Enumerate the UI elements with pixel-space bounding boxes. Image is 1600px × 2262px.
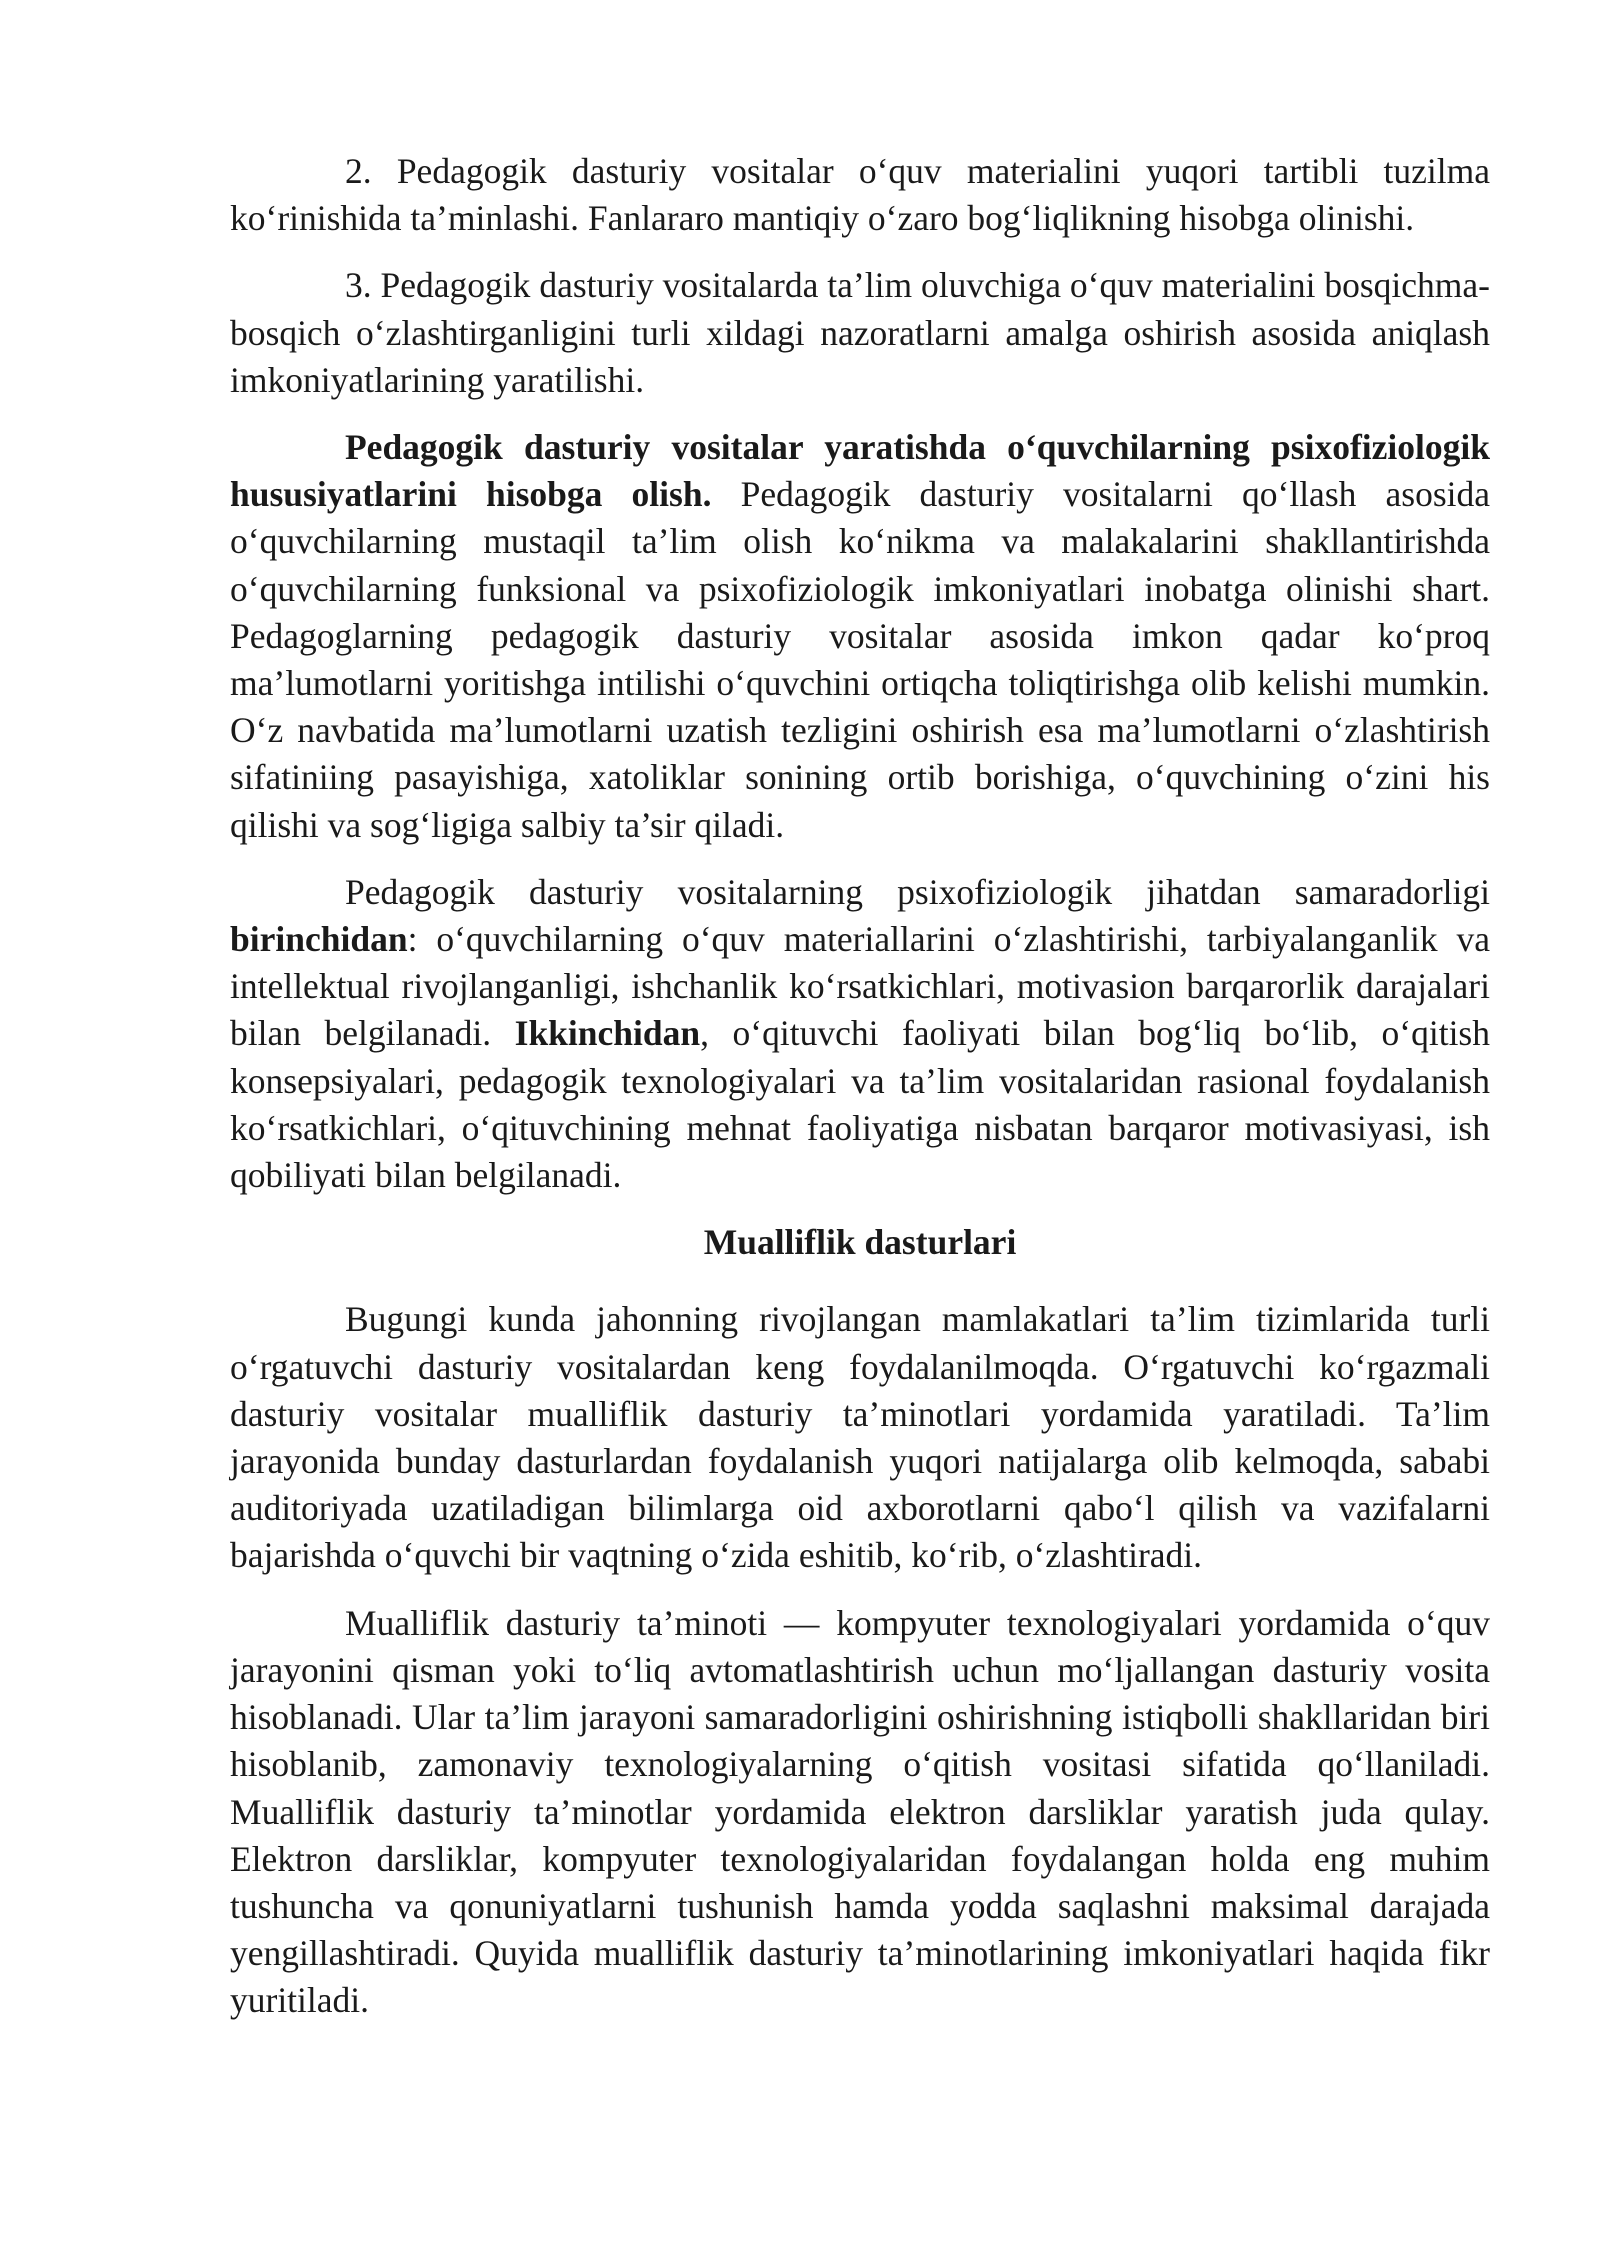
page-content bbox=[230, 148, 1490, 2045]
paragraph-text: Pedagogik dasturiy vositalarni qo‘llash asosida o‘quvchilarning mustaqil ta’lim olish ko‘nikma va malakalarini shakllantirishda o‘quvchilarning funksional va psixofiziologik imkoniyatlari inobatga olinishi shart. Pedagoglarning pedagogik dasturiy vositalar asosida imkon qadar ko‘proq ma’lumotlarni yoritishga intilishi o‘quvchini ortiqcha toliqtirishga olib kelishi mumkin. O‘z navbatida ma’lumotlarni uzatish tezligini oshirish esa ma’lumotlarni o‘zlashtirish sifatiniing pasayishiga, xatoliklar sonining ortib borishiga, o‘quvchining o‘zini his qilishi va sog‘ligiga salbiy ta’sir qiladi. bbox=[230, 474, 1491, 845]
paragraph-lead-heading: Pedagogik dasturiy vositalar yaratishda o‘quvchilarning psixofiziologik hususiyatlarini hisobga olish. bbox=[230, 427, 1490, 515]
paragraph-item-2 bbox=[230, 148, 1490, 242]
paragraph-text: , o‘qituvchi faoliyati bilan bog‘liq bo‘lib, o‘qitish konsepsiyalari, pedagogik texnologiyalari va ta’lim vositalaridan rasional foydalanish ko‘rsatkichlari, o‘qituvchining mehnat faoliyatiga nisbatan barqaror motivasiyasi, ish qobiliyati bilan belgilanadi. bbox=[230, 1013, 1490, 1196]
paragraph-authoring-definition bbox=[230, 1600, 1490, 2025]
paragraph-text: Mualliflik dasturiy ta’minoti — kompyuter texnologiyalari yordamida o‘quv jarayonini qisman yoki to‘liq avtomatlashtirish uchun mo‘ljallangan dasturiy vosita hisoblanadi. Ular ta’lim jarayoni samaradorligini oshirishning istiqbolli shakllaridan biri hisoblanib, zamonaviy texnologiyalarning o‘qitish vositasi sifatida qo‘llaniladi. Mualliflik dasturiy ta’minotlar yordamida elektron darsliklar yaratish juda qulay. Elektron darsliklar, kompyuter texnologiyalaridan foydalangan holda eng muhim tushuncha va qonuniyatlarni tushunish hamda yodda saqlashni maksimal darajada yengillashtiradi. Quyida mualliflik dasturiy ta’minotlarining imkoniyatlari haqida fikr yuritiladi. bbox=[230, 1602, 1490, 2021]
paragraph-item-3 bbox=[230, 262, 1490, 404]
paragraph-text: Pedagogik dasturiy vositalarning psixofiziologik jihatdan samaradorligi bbox=[345, 871, 1490, 912]
emphasis-firstly: birinchidan bbox=[230, 919, 408, 960]
paragraph-text: : o‘quvchilarning o‘quv materiallarini o‘zlashtirishi, tarbiyalanganlik va intellektual rivojlanganligi, ishchanlik ko‘rsatkichlari, motivasion barqarorlik darajalari bilan belgilanadi. bbox=[230, 919, 1490, 1054]
paragraph-authoring-intro bbox=[230, 1296, 1490, 1579]
paragraph-psychophysiology bbox=[230, 424, 1490, 849]
emphasis-secondly: Ikkinchidan bbox=[514, 1013, 701, 1054]
paragraph-text: 3. Pedagogik dasturiy vositalarda ta’lim oluvchiga o‘quv materialini bosqichma-bosqich o‘zlashtirganligini turli xildagi nazoratlarni amalga oshirish asosida aniqlash imkoniyatlarining yaratilishi. bbox=[230, 265, 1490, 400]
paragraph-text: Bugungi kunda jahonning rivojlangan mamlakatlari ta’lim tizimlarida turli o‘rgatuvchi dasturiy vositalardan keng foydalanilmoqda. O‘rgatuvchi ko‘rgazmali dasturiy vositalar mualliflik dasturiy ta’minotlari yordamida yaratiladi. Ta’lim jarayonida bunday dasturlardan foydalanish yuqori natijalarga olib kelmoqda, sababi auditoriyada uzatiladigan bilimlarga oid axborotlarni qabo‘l qilish va vazifalarni bajarishda o‘quvchi bir vaqtning o‘zida eshitib, ko‘rib, o‘zlashtiradi. bbox=[230, 1299, 1490, 1576]
paragraph-effectiveness bbox=[230, 869, 1490, 1199]
section-heading: Mualliflik dasturlari bbox=[703, 1222, 1017, 1263]
paragraph-text: 2. Pedagogik dasturiy vositalar o‘quv materialini yuqori tartibli tuzilma ko‘rinishida ta’minlashi. Fanlararo mantiqiy o‘zaro bog‘liqlikning hisobga olinishi. bbox=[230, 151, 1490, 239]
